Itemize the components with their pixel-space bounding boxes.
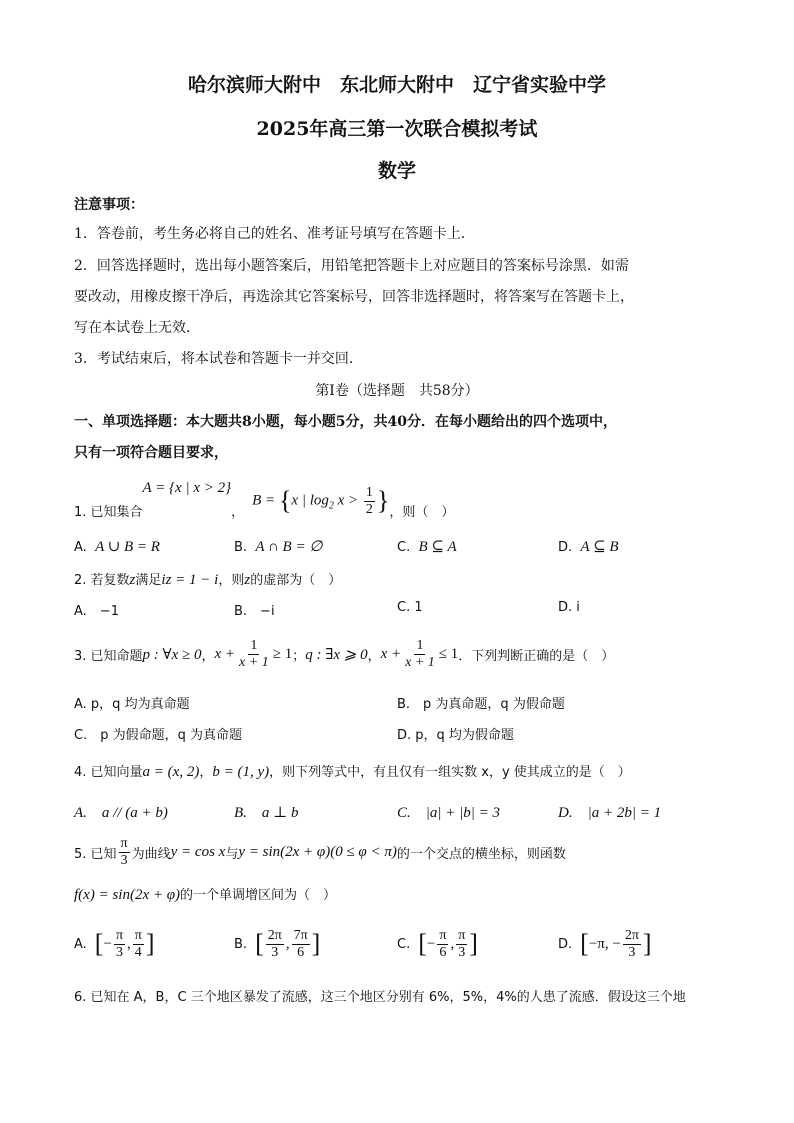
q4-vector-b: b = (1, y): [212, 764, 270, 780]
question-6: 6. 已知在 A，B，C 三个地区暴发了流感，这三个地区分别有 6%，5%，4%的人患了流感．假设这三个地: [74, 990, 686, 1005]
q5-b-right-bracket: ]: [311, 929, 321, 958]
q4-option-d[interactable]: D. |a + 2b| = 1: [558, 805, 662, 821]
q5-c-frac-2: [456, 928, 467, 960]
q5-option-b-label: B.: [234, 936, 248, 952]
q1-set-a: A = {x | x > 2}: [142, 480, 232, 496]
q1-option-a-text: A ∪ B = R: [95, 539, 160, 555]
q3-option-d[interactable]: D. p，q 均为假命题: [397, 728, 514, 743]
q3-le1: ≤ 1: [438, 645, 459, 662]
q5-b-f2-den: 6: [297, 944, 305, 960]
q1-set-b-inner: x | log: [291, 492, 329, 509]
q3-option-c[interactable]: C. p 为假命题，q 为真命题: [74, 728, 242, 743]
q3-comma-2: ，: [367, 648, 381, 664]
q3-comma-1: ，: [201, 648, 215, 664]
q3-expr-x-2: x +: [380, 645, 402, 662]
q1-option-b-text: A ∩ B = ∅: [255, 539, 323, 555]
q1-frac-den: 2: [365, 501, 373, 517]
q5-c-f2-num: π: [458, 928, 466, 944]
q1-option-d-text: A ⊆ B: [580, 539, 619, 555]
q5-b-f2-num: 7π: [293, 928, 308, 944]
question-1: [74, 476, 454, 526]
notice-item-2-line-2: 要改动，用橡皮擦干净后，再选涂其它答案标号，回答非选择题时，将答案写在答题卡上，: [74, 289, 634, 305]
q5-option-c[interactable]: [397, 924, 478, 964]
q5-text-d: 的一个交点的横坐标，则函数: [396, 846, 566, 862]
q5-frac-num: π: [120, 836, 128, 852]
notice-item-3: 3．考试结束后，将本试卷和答题卡一并交回．: [74, 351, 363, 367]
q2-option-a[interactable]: A. −1: [74, 604, 119, 619]
q5-fraction: [119, 836, 130, 868]
q5-a-f1-num: π: [115, 928, 124, 944]
q5-text-b: 为曲线: [131, 846, 171, 862]
q2-option-b[interactable]: B. −i: [234, 604, 275, 619]
notice-item-1: 1．答卷前，考生务必将自己的姓名、准考证号填写在答题卡上．: [74, 226, 475, 242]
question-5-line-2: [74, 884, 336, 904]
q3-fraction-2: [403, 638, 437, 670]
q2-equation: iz = 1 − i: [161, 572, 219, 588]
q3-proposition-p: p : ∀x ≥ 0: [142, 646, 202, 663]
q1-option-c[interactable]: [397, 537, 457, 556]
q3-text-a: 3. 已知命题: [74, 648, 143, 664]
school-names: 哈尔滨师大附中 东北师大附中 辽宁省实验中学: [187, 74, 606, 96]
q4-vector-a: a = (x, 2): [142, 764, 200, 780]
part1-instruction-line-1: 一、单项选择题：本大题共8小题，每小题5分，共40分．在每小题给出的四个选项中，: [74, 414, 617, 430]
q5-a-frac-1: [114, 928, 125, 960]
part1-instruction-line-2: 只有一项符合题目要求，: [74, 445, 228, 461]
q5-c-right-bracket: ]: [469, 929, 478, 958]
q5-a-minus: −: [103, 935, 112, 952]
q5-text-c: 与: [225, 846, 239, 862]
q5-b-frac-1: [266, 928, 284, 960]
q5-b-f1-num: 2π: [267, 928, 282, 944]
q5-function: f(x) = sin(2x + φ): [74, 887, 181, 903]
q5-d-part-1: −π, −: [588, 935, 621, 952]
q2-text-d: 的虚部为（ ）: [250, 573, 342, 588]
question-2: [74, 569, 341, 589]
q2-z-2: z: [244, 572, 251, 588]
q1-set-b: [252, 485, 389, 517]
question-5: [74, 832, 566, 872]
q1-option-d[interactable]: [558, 537, 619, 556]
q5-b-f1-den: 3: [271, 944, 279, 960]
q5-frac-den: 3: [120, 852, 128, 868]
q1-log-base: 2: [328, 500, 334, 512]
q5-option-d[interactable]: [558, 924, 652, 964]
q4-option-a[interactable]: A. a // (a + b): [74, 805, 168, 821]
q1-option-c-label: C.: [397, 540, 411, 555]
q3-expr-x: x +: [214, 645, 236, 662]
q2-text-c: ，则: [218, 573, 245, 588]
q1-option-c-text: B ⊆ A: [418, 539, 457, 555]
subject-title: 数学: [377, 160, 416, 182]
question-3: [74, 632, 614, 676]
q3-frac2-num: 1: [416, 638, 424, 654]
q5-option-d-label: D.: [558, 936, 573, 952]
q3-option-a[interactable]: A. p，q 均为真命题: [74, 697, 190, 712]
q1-frac-num: 1: [365, 485, 373, 501]
notice-item-2-line-1: 2．回答选择题时，选出每小题答案后，用铅笔把答题卡上对应题目的答案标号涂黑．如需: [74, 258, 629, 274]
q5-curve-2: y = sin(2x + φ)(0 ≤ φ < π): [238, 843, 397, 860]
q3-frac1-den: x + 1: [239, 654, 269, 670]
q3-ge1: ≥ 1: [272, 645, 293, 662]
q4-option-c[interactable]: C. |a| + |b| = 3: [397, 805, 500, 821]
q5-text-e: 的一个单调增区间为（ ）: [180, 888, 337, 903]
q3-frac2-den: x + 1: [405, 654, 435, 670]
q5-a-f1-den: 3: [115, 944, 123, 960]
q4-option-b[interactable]: B. a ⊥ b: [234, 805, 299, 821]
q2-option-c[interactable]: C. 1: [397, 600, 423, 615]
q5-d-f-den: 3: [628, 944, 636, 960]
q1-suffix: ，则（ ）: [389, 505, 455, 520]
q3-semicolon: ；: [292, 648, 306, 664]
q1-option-a-label: A.: [74, 540, 87, 555]
volume-heading: 第Ⅰ卷（选择题 共58分）: [315, 383, 479, 399]
q2-text-b: 满足: [135, 573, 162, 588]
q3-option-b[interactable]: B. p 为真命题，q 为假命题: [397, 697, 565, 712]
q5-option-c-label: C.: [397, 936, 411, 952]
q5-b-left-bracket: [: [255, 929, 264, 958]
q3-proposition-q: q : ∃x ⩾ 0: [305, 646, 368, 663]
question-4: [74, 761, 631, 781]
q5-d-right-bracket: ]: [642, 929, 652, 958]
q5-c-f1-num: π: [439, 928, 447, 944]
exam-title: 2025年高三第一次联合模拟考试: [256, 118, 538, 140]
q1-comma: ，: [231, 505, 245, 520]
notice-heading: 注意事项：: [74, 197, 144, 213]
q2-text-a: 2. 若复数: [74, 573, 130, 588]
q1-right-brace: }: [376, 486, 390, 515]
q1-fraction: [364, 485, 375, 517]
q5-curve-1: y = cos x: [170, 843, 226, 860]
q1-set-b-tail: x >: [333, 492, 359, 509]
q5-d-frac: [623, 928, 641, 960]
q5-c-left-bracket: [: [418, 929, 427, 958]
q5-c-f2-den: 3: [458, 944, 466, 960]
q1-option-a[interactable]: [74, 537, 160, 556]
notice-item-2-line-3: 写在本试卷上无效．: [74, 320, 200, 336]
q5-option-a-label: A.: [74, 936, 87, 952]
q5-c-comma: ,: [450, 935, 455, 952]
q5-a-f2-num: π: [134, 928, 142, 944]
q5-option-a[interactable]: [74, 924, 155, 964]
q3-text-b: ．下列判断正确的是（ ）: [458, 648, 615, 664]
q5-c-f1-den: 6: [439, 944, 447, 960]
q5-text-a: 5. 已知: [74, 846, 117, 862]
q2-option-d[interactable]: D. i: [558, 600, 580, 615]
q5-a-f2-den: 4: [134, 944, 142, 960]
q4-text-b: ，则下列等式中，有且仅有一组实数 x，y 使其成立的是（ ）: [269, 765, 631, 780]
q5-d-left-bracket: [: [580, 929, 589, 958]
q1-option-d-label: D.: [558, 540, 573, 555]
q3-fraction-1: [237, 638, 271, 670]
q5-c-frac-1: [437, 928, 448, 960]
q5-a-comma: ,: [127, 935, 131, 952]
q1-left-brace: {: [278, 486, 292, 515]
q1-prefix: 1. 已知集合: [74, 505, 143, 520]
q4-text-a: 4. 已知向量: [74, 765, 143, 780]
q4-comma: ，: [199, 765, 213, 780]
q5-c-minus: −: [426, 935, 436, 952]
q5-b-comma: ,: [285, 935, 290, 952]
q5-option-b[interactable]: [234, 924, 320, 964]
q5-a-right-bracket: ]: [145, 929, 155, 958]
q5-a-frac-2: [133, 928, 144, 960]
q5-d-f-num: 2π: [624, 928, 639, 944]
q3-frac1-num: 1: [250, 638, 258, 654]
q5-a-left-bracket: [: [94, 929, 104, 958]
q1-option-b[interactable]: [234, 537, 322, 556]
q1-set-b-left: B =: [252, 492, 279, 509]
q5-b-frac-2: [292, 928, 310, 960]
q1-option-b-label: B.: [234, 540, 248, 555]
q2-z: z: [129, 572, 136, 588]
